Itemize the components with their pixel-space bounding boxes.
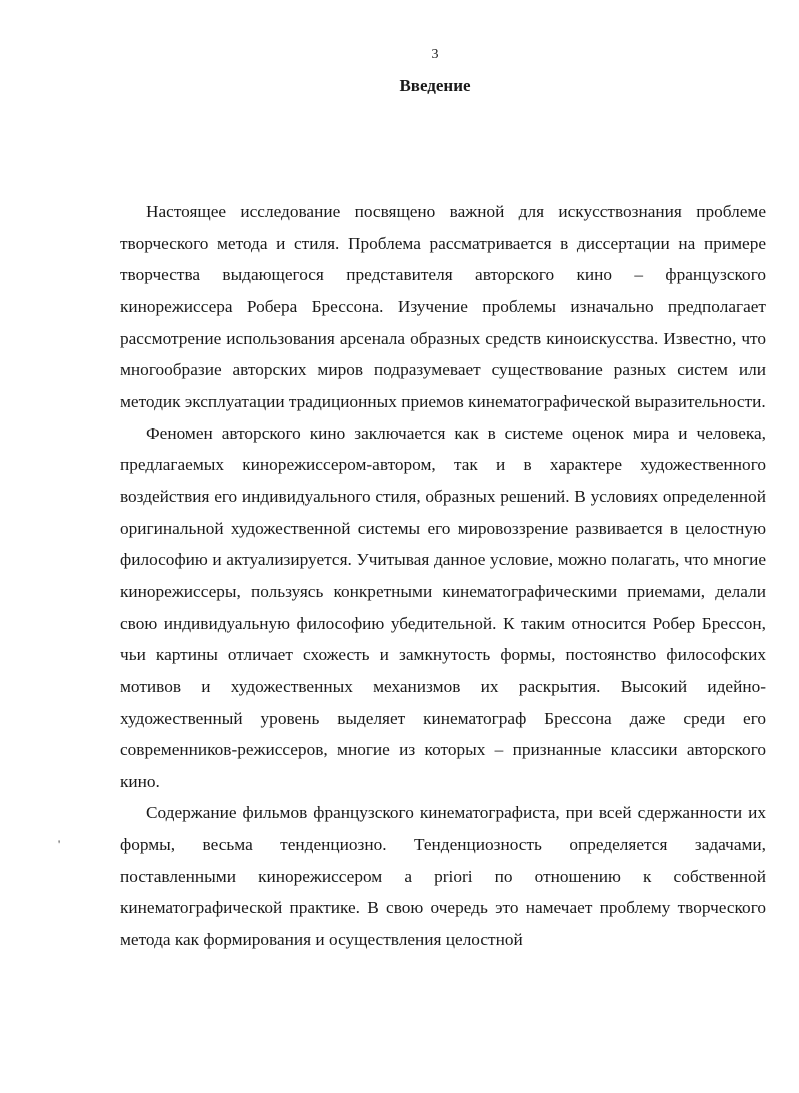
section-title: Введение — [399, 76, 471, 95]
body-text — [120, 196, 766, 956]
page-number: 3 — [431, 47, 439, 62]
paragraph-3: Содержание фильмов французского кинематографиста, при всей сдержанности их формы, весьма тенденциозно. Тенденциозность определяется задачами, поставленными кинорежиссером a priori по отношению к собственной кинематографической практике. В свою очередь это намечает проблему творческого метода как формирования и осуществления целостной — [120, 803, 766, 950]
paragraph-1: Настоящее исследование посвящено важной для искусствознания проблеме творческого метода и стиля. Проблема рассматривается в диссертации на примере творчества выдающегося представителя авторского кино – французского кинорежиссера Робера Брессона. Изучение проблемы изначально предполагает рассмотрение использования арсенала образных средств киноискусства. Известно, что многообразие авторских миров подразумевает существование разных систем или методик эксплуатации традиционных приемов кинематографической выразительности. — [120, 202, 766, 411]
paragraph-2: Феномен авторского кино заключается как в системе оценок мира и человека, предлагаемых кинорежиссером-автором, так и в характере художественного воздействия его индивидуального стиля, образных решений. В условиях определенной оригинальной художественной системы его мировоззрение развивается в целостную философию и актуализируется. Учитывая данное условие, можно полагать, что многие кинорежиссеры, пользуясь конкретными кинематографическими приемами, делали свою индивидуальную философию убедительной. К таким относится Робер Брессон, чьи картины отличает схожесть и замкнутость формы, постоянство философских мотивов и художественных механизмов их раскрытия. Высокий идейно-художественный уровень выделяет кинематограф Брессона даже среди его современников-режиссеров, многие из которых – признанные классики авторского кино. — [120, 423, 766, 791]
margin-mark: ' — [58, 837, 61, 851]
